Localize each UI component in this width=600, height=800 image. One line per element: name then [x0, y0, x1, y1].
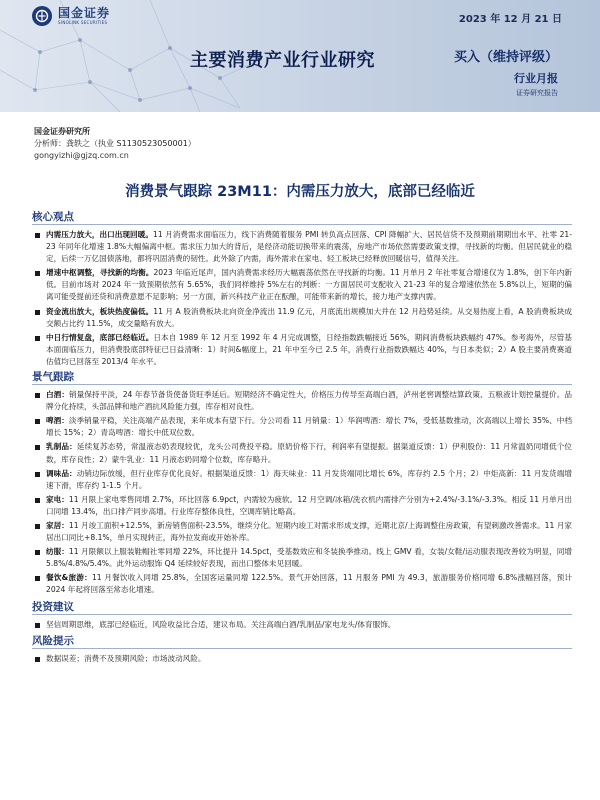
section-sector-tracking	[32, 370, 572, 597]
bullet-lead: 内需压力放大，出口出现回暖。	[46, 230, 153, 239]
bullet-text: 11 月消费需求面临压力，线下消费随着服务 PMI 转负高点回落、CPI 降幅扩大、居民信贷不及预期前期期出水平、社零 21-23 年同年化增速 1.8%大幅偏离中枢。需求压力加大的背后，是经济动能切换带来的震荡，房地产市场依然需要政策支撑，寻找新的均衡。但居民就业的稳定，后续一万亿国债落地，都将巩固消费的韧性。此外除了内需，海外需求在家电、轻工板块已经释放回暖信号，值得关注。	[46, 230, 572, 264]
bullet-lead: 餐饮&旅游：	[46, 573, 92, 583]
bullet-text: 日本自 1989 年 12 月至 1992 年 4 月完成调整，日经指数跌幅接近 56%，期间消费板块跌幅约 47%。参考海外，尽管基本面面临压力，但消费股底部特征已日益清晰：1）时间&幅度上，21 年中至今已 2.5 年，消费行业指数跌幅达 40%，与日本类似；2）A 股主要消费赛道估值均已回落至 2013/4 年水平。	[46, 332, 572, 366]
section-title: 景气跟踪	[32, 370, 572, 385]
bullet-item	[32, 229, 572, 265]
logo-chinese-name: 国金证券	[58, 6, 111, 20]
report-subtype: 证券研究报告	[516, 89, 558, 97]
bullet-item	[32, 546, 572, 570]
bullet-lead: 调味品：	[46, 468, 77, 478]
bullet-text: 11 月餐饮收入同增 25.8%，全国客运量同增 122.5%。景气开始回落，11 月服务 PMI 为 49.3，旅游服务价格同增 6.8%涨幅回落，预计 2024 年起将回落至常态化增速。	[46, 573, 572, 595]
bullet-item	[32, 332, 572, 368]
logo-english-name: SINOLINK SECURITIES	[58, 20, 108, 25]
bullet-text: 11 月 A 股消费板块北向资金净流出 11.9 亿元，月底流出规模加大并在 12 月趋势延续。从交易热度上看，A 股消费板块成交额占比约 11.5%，成交量略有放大。	[46, 306, 573, 328]
bullet-list	[32, 389, 572, 597]
bullet-text: 11 月限额以上服装鞋帽社零同增 22%，环比提升 14.5pct，受基数效应和冬装换季推动。线上 GMV 看，女装/女鞋/运动服表现改善较为明显，同增 5.8%/4.8%/5.4%。此外运动服饰 Q4 延续较好表现，而出口整体未见回暖。	[46, 547, 573, 569]
bullet-text: 动销边际放缓，但行业库存优化良好。根据渠道反馈：1）海天味业：11 月发货端同比增长 6%，库存约 2.5 个月；2）中炬高新：11 月发货端增速下滑，库存约 1-1.5 个月。	[46, 468, 573, 490]
section-title: 投资建议	[32, 600, 572, 615]
bullet-item	[32, 619, 572, 631]
bullet-item	[32, 468, 572, 492]
section-risk-warning	[32, 634, 572, 665]
bullet-text: 销量保持平淡，24 年春节备货使备货旺季延后。短期经济不确定性大，价格压力传导至高端白酒，泸州老窖调整结算政策、五粮液计划控量提价。品牌分化持续，头部品牌和地产酒抗风险能力强，库存相对良性。	[46, 390, 572, 412]
section-core-views	[32, 210, 572, 368]
bullet-lead: 纺服：	[46, 547, 69, 557]
bullet-item	[32, 306, 572, 330]
sinolink-logo-icon	[32, 6, 52, 26]
bullet-item	[32, 572, 572, 596]
bullet-item	[32, 520, 572, 544]
bullet-lead: 增速中枢调整，寻找新的均衡。	[46, 268, 154, 278]
bullet-lead: 啤酒：	[46, 416, 69, 426]
bullet-item	[32, 267, 572, 303]
bullet-item	[32, 494, 572, 518]
bullet-lead: 乳制品：	[46, 442, 77, 452]
bullet-lead: 白酒：	[46, 390, 70, 400]
bullet-text: 数据误差；消费不及预期风险；市场波动风险。	[46, 653, 206, 663]
bullet-list	[32, 229, 572, 368]
bullet-item	[32, 653, 572, 665]
section-title: 核心观点	[32, 210, 572, 225]
bullet-item	[32, 441, 572, 465]
bullet-lead: 资金流出放大，板块热度偏低。	[46, 306, 154, 316]
bullet-lead: 中日行情复盘，底部已经临近。	[46, 332, 154, 342]
report-body	[32, 210, 572, 667]
industry-title: 主要消费产业行业研究	[190, 50, 375, 71]
bullet-item	[32, 389, 572, 413]
bullet-text: 淡季销量平稳，关注高端产品表现，来年成本有望下行。分公司看 11 月销量：1）华润啤酒：增长 7%，受低基数推动，次高端以上增长 35%、中档增长 15%；2）青岛啤酒：增长中低双位数。	[46, 416, 572, 438]
section-title: 风险提示	[32, 634, 572, 649]
report-headline: 消费景气跟踪 23M11：内需压力放大，底部已经临近	[125, 184, 475, 200]
bullet-text: 延续复苏态势，常温液态奶表现较优，龙头公司费投平稳。原奶价格下行，利润率有望提振。据渠道反馈：1）伊利股份：11 月常温奶同增低个位数，库存良性；2）蒙牛乳业：11 月液态奶同增个位数，库存略升。	[46, 442, 573, 464]
bullet-text: 11 月竣工面积+12.5%，新房销售面积-23.5%，继续分化。短期内竣工对需求形成支撑，近期北京/上海调整住房政策，有望刺激改善需求。11 月家居出口同比+8.1%，单月实现转正，海外拉发商或开始补库。	[46, 520, 572, 543]
sinolink-logo	[32, 6, 110, 26]
report-type: 行业月报	[514, 72, 558, 85]
report-banner	[0, 0, 600, 112]
section-investment-advice	[32, 600, 572, 631]
bullet-text: 坚信周期思维，底部已经临近，风险收益比合适，建议布局。关注高端白酒/乳制品/家电龙头/体育服饰。	[46, 619, 396, 629]
analyst-name: 分析师：龚轶之（执业 S1130523050001）	[34, 139, 196, 148]
report-date: 2023 年 12 月 21 日	[458, 14, 562, 25]
bullet-list	[32, 653, 572, 665]
bullet-lead: 家电：	[46, 494, 69, 504]
bullet-text: 2023 年临近尾声，国内消费需求经历大幅震荡依然在寻找新的均衡。11 月单月 2 年社零复合增速仅为 1.8%，创下年内新低。目前市场对 2024 年一致预期依然有 5.65%，我们同样维持 5%左右的判断：一方面居民可支配收入 21-23 年的复合增速依然在 5.8%以上，短期的偏离可能受提前还贷和消费意愿不足影响；另一方面，新兴科技产业正在酝酿，可能带来新的增长，接力地产支撑内需。	[46, 268, 572, 302]
bullet-list	[32, 619, 572, 631]
research-institute: 国金证券研究所	[34, 127, 90, 136]
bullet-lead: 家居：	[46, 520, 69, 530]
analyst-email[interactable]: gongyizhi@gjzq.com.cn	[34, 151, 129, 160]
analyst-info	[34, 126, 196, 162]
bullet-item	[32, 415, 572, 439]
bullet-text: 11 月限上家电零售同增 2.7%，环比回落 6.9pct，内需较为疲软。12 月空调/冰箱/洗衣机内需排产分别为+2.4%/-3.1%/-3.3%。相反 11 月单月出口同增 13.4%，出口排产同步高增。行业库存整体良性，空调库销比略高。	[46, 494, 572, 516]
rating-badge: 买入（维持评级）	[453, 50, 558, 65]
